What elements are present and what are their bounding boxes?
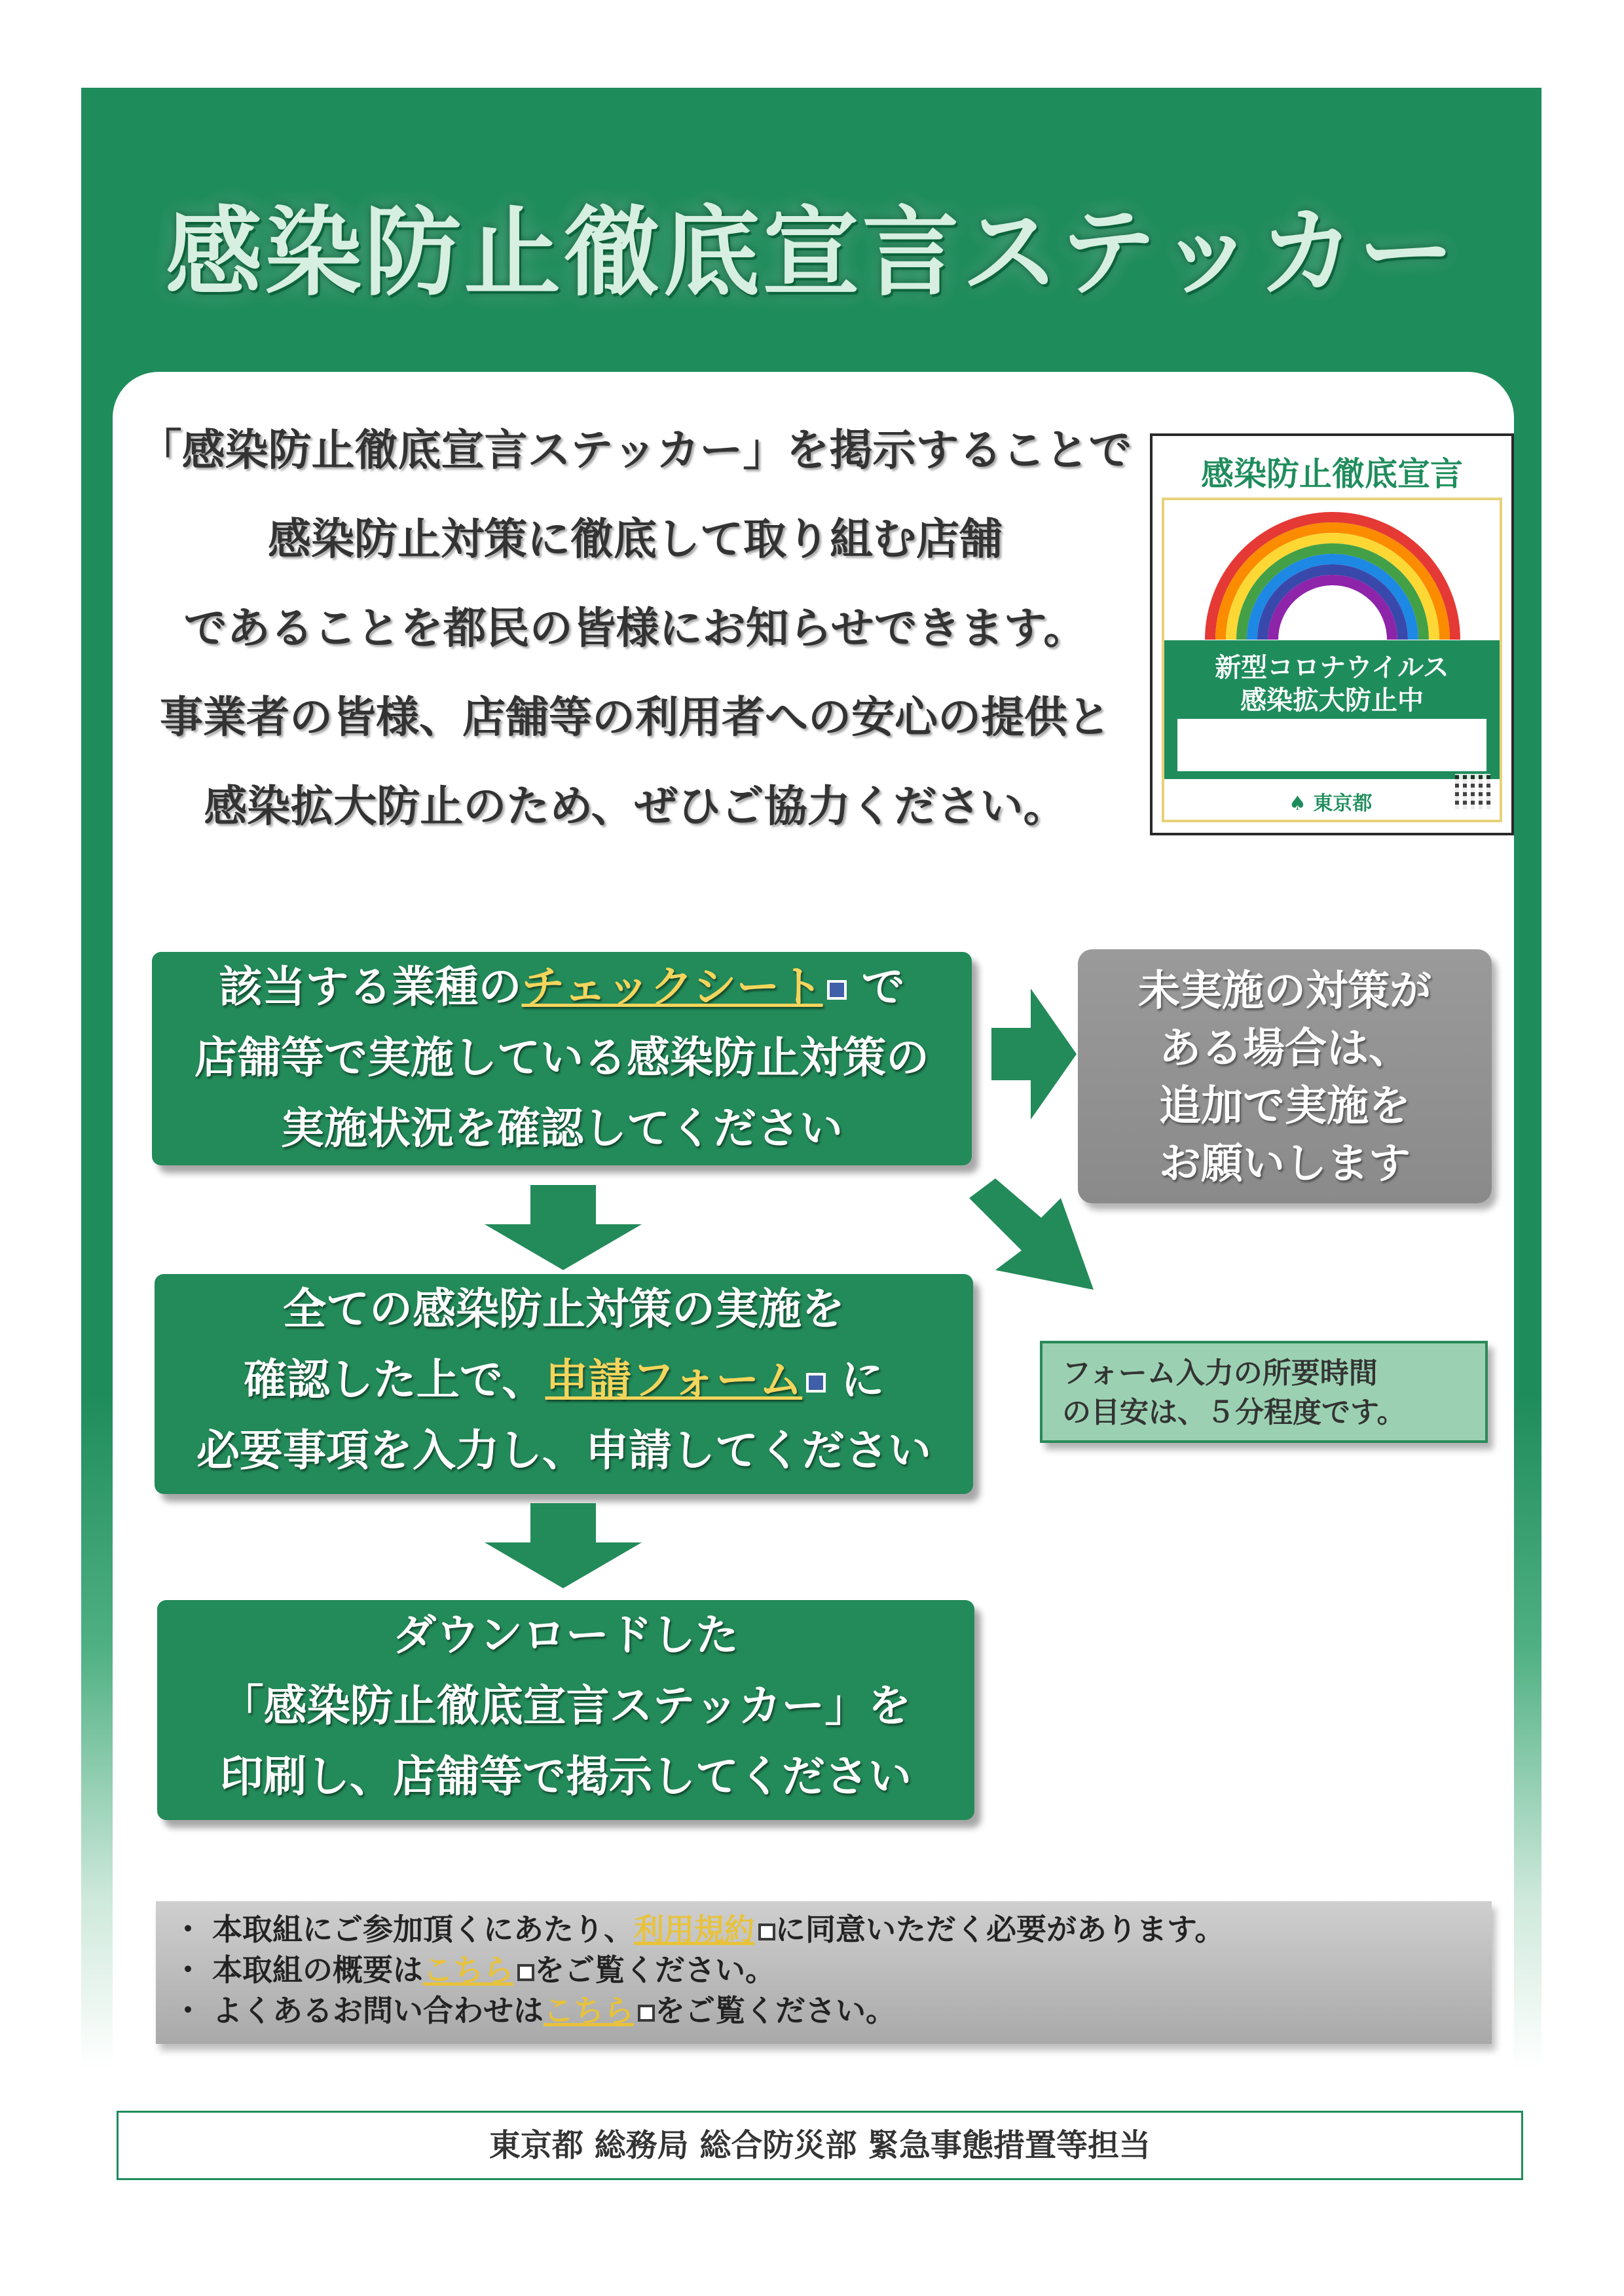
tokyo-logo-text: 東京都 <box>1313 792 1373 815</box>
bullet-post: をご覧ください。 <box>534 1952 775 1988</box>
list-item <box>156 1909 1492 1950</box>
list-item <box>156 1950 1492 1990</box>
side-line: ある場合は、 <box>1159 1025 1411 1073</box>
step-print-sticker <box>157 1600 974 1820</box>
right-arrow-icon <box>991 989 1077 1120</box>
step-application-form <box>155 1274 973 1494</box>
bullet-marker: ・ <box>173 1993 203 2028</box>
step1-pre: 該当する業種の <box>219 962 522 1012</box>
side-line: 追加で実施を <box>1159 1082 1411 1131</box>
overview-link[interactable]: こちら <box>423 1952 513 1988</box>
list-item <box>156 1990 1492 2031</box>
tokyo-logo <box>1289 787 1372 816</box>
sticker-inner-frame <box>1162 498 1502 822</box>
sticker-band-line2: 感染拡大防止中 <box>1240 685 1424 716</box>
page-title: 感染防止徹底宣言ステッカー <box>165 196 1458 309</box>
bullet-pre: 本取組の概要は <box>212 1952 423 1988</box>
sticker-band <box>1164 640 1500 779</box>
intro-line: 事業者の皆様、店舗等の利用者への安心の提供と <box>160 692 1111 742</box>
external-link-icon[interactable] <box>827 980 847 1000</box>
ginkgo-icon: ♠ <box>1289 792 1306 815</box>
step2-line2 <box>155 1345 973 1415</box>
step2-post: に <box>841 1355 885 1405</box>
intro-line: 感染防止対策に徹底して取り組む店舗 <box>268 514 1003 564</box>
external-link-icon[interactable] <box>517 1964 534 1981</box>
check-sheet-link[interactable]: チェックシート <box>521 962 823 1012</box>
qr-code-icon <box>1455 774 1490 809</box>
down-arrow-icon <box>485 1503 642 1588</box>
intro-text <box>124 406 1146 851</box>
step2-line1: 全ての感染防止対策の実施を <box>283 1284 845 1334</box>
note-line1: フォーム入力の所要時間 <box>1062 1357 1378 1390</box>
sticker-image <box>1150 433 1514 835</box>
step3-line2: 「感染防止徹底宣言ステッカー」を <box>220 1681 912 1731</box>
intro-line: 「感染防止徹底宣言ステッカー」を掲示することで <box>138 425 1132 475</box>
step-check-sheet <box>152 952 972 1165</box>
side-line: 未実施の対策が <box>1138 967 1431 1015</box>
bullet-pre: 本取組にご参加頂くにあたり、 <box>212 1912 634 1947</box>
external-link-icon[interactable] <box>806 1373 826 1393</box>
intro-line: 感染拡大防止のため、ぜひご協力ください。 <box>204 781 1067 831</box>
step1-line2: 店舗等で実施している感染防止対策の <box>194 1032 929 1083</box>
footer-department: 東京都 総務局 総合防災部 緊急事態措置等担当 <box>117 2111 1523 2180</box>
bullet-pre: よくあるお問い合わせは <box>212 1993 544 2028</box>
sticker-name-blank <box>1177 719 1486 771</box>
step3-line1: ダウンロードした <box>393 1610 739 1660</box>
down-arrow-icon <box>485 1185 642 1270</box>
rainbow-icon <box>1192 505 1473 643</box>
external-link-icon[interactable] <box>638 2005 655 2022</box>
notes-list <box>156 1901 1492 2044</box>
bullet-post: に同意いただく必要があります。 <box>775 1912 1225 1947</box>
bullet-marker: ・ <box>173 1952 203 1988</box>
bullet-marker: ・ <box>173 1912 203 1947</box>
faq-link[interactable]: こちら <box>544 1993 634 2028</box>
external-link-icon[interactable] <box>758 1923 775 1941</box>
bullet-post: をご覧ください。 <box>655 1993 896 2028</box>
step1-line1 <box>152 952 972 1023</box>
sticker-band-line1: 新型コロナウイルス <box>1215 653 1449 683</box>
form-time-note <box>1040 1341 1488 1443</box>
side-line: お願いします <box>1159 1140 1411 1188</box>
step1-post: で <box>861 962 905 1012</box>
step2-line3: 必要事項を入力し、申請してください <box>196 1425 931 1476</box>
unimplemented-measures-box <box>1078 949 1492 1203</box>
note-line2: の目安は、５分程度です。 <box>1062 1396 1406 1429</box>
sticker-heading: 感染防止徹底宣言 <box>1201 455 1463 493</box>
terms-link[interactable]: 利用規約 <box>634 1912 754 1947</box>
step1-line3: 実施状況を確認してください <box>281 1103 843 1154</box>
intro-line: であることを都民の皆様にお知らせできます。 <box>183 603 1087 653</box>
application-form-link[interactable]: 申請フォーム <box>545 1355 803 1405</box>
step3-line3: 印刷し、店舗等で掲示してください <box>220 1751 912 1802</box>
step2-pre: 確認した上で、 <box>243 1355 545 1405</box>
